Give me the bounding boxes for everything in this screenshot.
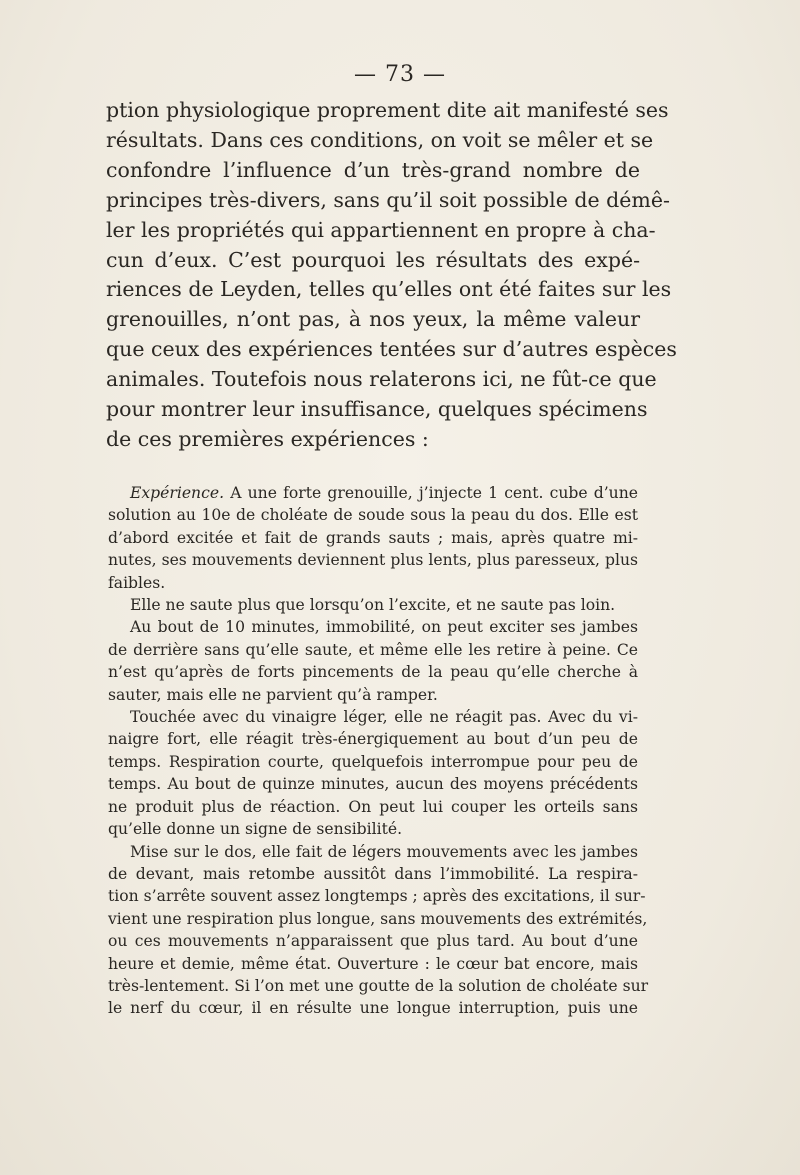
text-line: temps. Au bout de quinze minutes, aucun des moyens précédents [108,775,638,794]
experience-label: Expérience. [130,484,225,502]
text-line: cun d’eux. C’est pourquoi les résultats des expé- [106,247,640,272]
text-line: de devant, mais retombe aussitôt dans l’immobilité. La respira- [108,864,638,883]
text-line: le nerf du cœur, il en résulte une longue interruption, puis une [108,999,638,1018]
text-line: Touchée avec du vinaigre léger, elle ne réagit pas. Avec du vi- [130,708,638,727]
text-line: tion s’arrête souvent assez longtemps ; après des excitations, il sur- [108,887,646,906]
text-line: qu’elle donne un signe de sensibilité. [108,820,403,839]
text-line: Au bout de 10 minutes, immobilité, on peut exciter ses jambes [130,618,638,637]
experience-section [108,482,649,1020]
page-number: — 73 — [354,62,446,87]
text-line: principes très-divers, sans qu’il soit possible de démê- [106,187,670,212]
text-line: n’est qu’après de forts pincements de la peau qu’elle cherche à [108,663,638,682]
text-line: de derrière sans qu’elle saute, et même elle les retire à peine. Ce [108,640,638,659]
text-fragment: A une forte grenouille, j’injecte 1 cent. cube d’une [224,484,638,502]
text-line: ne produit plus de réaction. On peut lui couper les orteils sans [108,797,638,816]
text-line: grenouilles, n’ont pas, à nos yeux, la même valeur [106,307,640,332]
text-line: confondre l’influence d’un très-grand nombre de [106,157,640,182]
text-line: ou ces mouvements n’apparaissent que plus tard. Au bout d’une [108,932,638,951]
text-line: sauter, mais elle ne parvient qu’à ramper. [108,685,438,704]
text-line: ler les propriétés qui appartiennent en propre à cha- [106,217,656,242]
experience-first-line [108,482,638,504]
text-line: pour montrer leur insuffisance, quelques spécimens [106,397,648,422]
text-line: ption physiologique proprement dite ait manifesté ses [106,98,669,122]
text-line: animales. Toutefois nous relaterons ici, ne fût-ce que [106,367,657,392]
text-line: heure et demie, même état. Ouverture : le cœur bat encore, mais [108,954,638,973]
text-line: naigre fort, elle réagit très-énergiquement au bout d’un peu de [108,730,638,749]
text-line: de ces premières expériences : [106,426,429,451]
text-line: riences de Leyden, telles qu’elles ont été faites sur les [106,277,672,302]
text-line: très-lentement. Si l’on met une goutte de la solution de choléate sur [108,976,649,995]
text-line: Mise sur le dos, elle fait de légers mouvements avec les jambes [130,842,638,861]
text-line: temps. Respiration courte, quelquefois interrompue pour peu de [108,752,638,771]
main-paragraph [106,96,677,455]
text-line: solution au 10e de choléate de soude sous la peau du dos. Elle est [108,506,638,525]
text-line: faibles. [108,573,166,592]
text-line: nutes, ses mouvements deviennent plus lents, plus paresseux, plus [108,551,638,570]
text-line: Elle ne saute plus que lorsqu’on l’excite, et ne saute pas loin. [130,596,616,615]
text-line: vient une respiration plus longue, sans mouvements des extrémités, [108,909,648,928]
text-line: résultats. Dans ces conditions, on voit se mêler et se [106,127,654,152]
text-line: que ceux des expériences tentées sur d’autres espèces [106,337,677,362]
text-line: d’abord excitée et fait de grands sauts ; mais, après quatre mi- [108,528,638,547]
